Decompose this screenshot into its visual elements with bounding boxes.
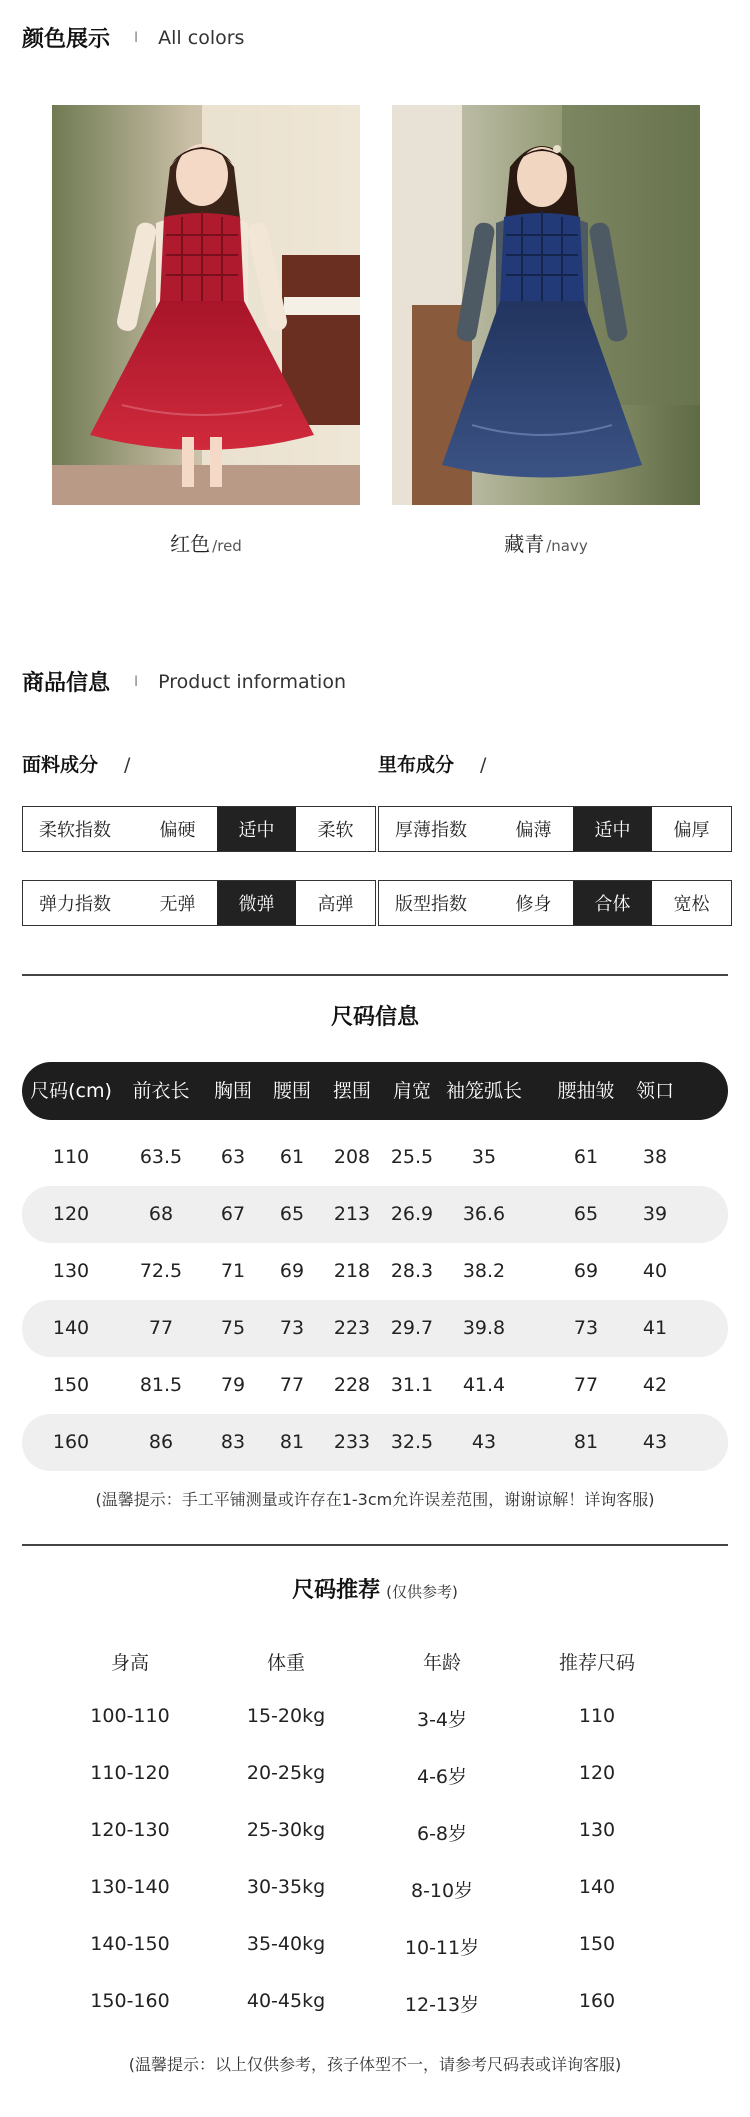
index-option: 偏硬 [159, 820, 196, 841]
table-cell: 31.1 [390, 1374, 434, 1396]
table-cell: 223 [333, 1317, 371, 1339]
table-cell: 69 [279, 1260, 305, 1282]
index-label: 弹力指数 [39, 894, 111, 915]
table-cell: 40 [642, 1260, 668, 1282]
table-cell: 25-30kg [246, 1819, 326, 1841]
table-cell: 120-130 [90, 1819, 170, 1841]
divider-mark: I [134, 673, 139, 690]
table-cell: 36.6 [462, 1203, 506, 1225]
size-column-header: 领口 [635, 1080, 675, 1102]
product-section-header [22, 666, 346, 697]
table-cell: 61 [573, 1146, 599, 1168]
size-column-header: 腰围 [272, 1080, 312, 1102]
recommend-column-header: 体重 [266, 1652, 306, 1674]
table-row [22, 1129, 728, 1186]
table-cell: 140 [52, 1317, 90, 1339]
table-cell: 71 [220, 1260, 246, 1282]
index-option: 偏薄 [515, 820, 552, 841]
color-name-cn: 藏青 [504, 532, 545, 556]
table-cell: 130-140 [90, 1876, 170, 1898]
table-cell: 140-150 [90, 1933, 170, 1955]
section-title-en: All colors [158, 26, 245, 49]
divider-line [22, 1544, 728, 1546]
table-cell: 3-4岁 [416, 1709, 468, 1731]
size-column-header: 前衣长 [132, 1080, 190, 1102]
table-cell: 41.4 [462, 1374, 506, 1396]
size-recommend-title [0, 1573, 750, 1604]
divider-line [22, 974, 728, 976]
recommend-column-header: 推荐尺码 [558, 1652, 636, 1674]
table-cell: 81 [573, 1431, 599, 1453]
table-cell: 228 [333, 1374, 371, 1396]
table-cell: 110 [578, 1705, 616, 1727]
index-row [22, 806, 376, 852]
table-row [22, 1300, 728, 1357]
table-cell: 65 [279, 1203, 305, 1225]
recommend-note: (温馨提示：以上仅供参考，孩子体型不一，请参考尺码表或详询客服) [128, 2055, 622, 2074]
red-dress-photo [52, 105, 360, 505]
recommend-subtitle: (仅供参考) [386, 1583, 458, 1601]
fabric-composition-label: 面料成分 [22, 754, 99, 776]
table-row [22, 1414, 728, 1471]
table-cell: 63.5 [139, 1146, 183, 1168]
table-cell: 38 [642, 1146, 668, 1168]
fabric-composition-slash: / [124, 754, 131, 776]
table-cell: 25.5 [390, 1146, 434, 1168]
table-row [22, 1186, 728, 1243]
table-cell: 75 [220, 1317, 246, 1339]
table-cell: 28.3 [390, 1260, 434, 1282]
color-name-en: /red [212, 537, 242, 555]
index-label: 厚薄指数 [395, 820, 467, 841]
index-option-selected: 适中 [573, 807, 652, 851]
table-cell: 29.7 [390, 1317, 434, 1339]
size-info-title: 尺码信息 [330, 1005, 419, 1030]
table-cell: 160 [52, 1431, 90, 1453]
size-column-header: 肩宽 [392, 1080, 432, 1102]
index-option: 柔软 [317, 820, 354, 841]
table-cell: 130 [578, 1819, 616, 1841]
table-cell: 77 [148, 1317, 174, 1339]
section-title-cn: 颜色展示 [22, 27, 111, 52]
table-cell: 100-110 [90, 1705, 170, 1727]
table-cell: 40-45kg [246, 1990, 326, 2012]
table-cell: 43 [642, 1431, 668, 1453]
index-option: 高弹 [317, 894, 354, 915]
table-cell: 83 [220, 1431, 246, 1453]
table-cell: 120 [578, 1762, 616, 1784]
table-cell: 8-10岁 [410, 1880, 474, 1902]
table-cell: 39.8 [462, 1317, 506, 1339]
size-column-header: 摆围 [332, 1080, 372, 1102]
index-label: 版型指数 [395, 894, 467, 915]
table-cell: 208 [333, 1146, 371, 1168]
table-cell: 30-35kg [246, 1876, 326, 1898]
index-row [22, 880, 376, 926]
table-cell: 130 [52, 1260, 90, 1282]
size-note: (温馨提示：手工平铺测量或许存在1-3cm允许误差范围，谢谢谅解！详询客服) [95, 1490, 655, 1509]
table-cell: 35 [471, 1146, 497, 1168]
recommend-column-header: 身高 [110, 1652, 150, 1674]
table-cell: 79 [220, 1374, 246, 1396]
color-name-cn: 红色 [170, 532, 211, 556]
table-cell: 4-6岁 [416, 1766, 468, 1788]
table-cell: 218 [333, 1260, 371, 1282]
color-caption-red [52, 528, 360, 557]
table-cell: 110-120 [90, 1762, 170, 1784]
size-column-header: 腰抽皱 [557, 1080, 615, 1102]
table-cell: 150-160 [90, 1990, 170, 2012]
size-column-header: 尺码(cm) [30, 1080, 112, 1102]
recommend-column-header: 年龄 [422, 1652, 462, 1674]
colors-section-header [22, 22, 244, 53]
section-title-en: Product information [158, 670, 346, 693]
table-cell: 38.2 [462, 1260, 506, 1282]
index-row [378, 880, 732, 926]
table-cell: 42 [642, 1374, 668, 1396]
index-option-selected: 微弹 [217, 881, 296, 925]
table-cell: 63 [220, 1146, 246, 1168]
recommend-title-text: 尺码推荐 [292, 1578, 381, 1603]
table-cell: 77 [279, 1374, 305, 1396]
table-cell: 160 [578, 1990, 616, 2012]
lining-composition-title [378, 750, 486, 777]
table-cell: 15-20kg [246, 1705, 326, 1727]
table-cell: 68 [148, 1203, 174, 1225]
index-label: 柔软指数 [39, 820, 111, 841]
table-cell: 32.5 [390, 1431, 434, 1453]
table-cell: 233 [333, 1431, 371, 1453]
table-cell: 73 [279, 1317, 305, 1339]
lining-composition-label: 里布成分 [378, 754, 455, 776]
table-cell: 81.5 [139, 1374, 183, 1396]
index-option: 修身 [515, 894, 552, 915]
table-cell: 213 [333, 1203, 371, 1225]
table-cell: 10-11岁 [404, 1937, 480, 1959]
table-cell: 67 [220, 1203, 246, 1225]
index-row [378, 806, 732, 852]
fabric-composition-title [22, 750, 130, 777]
table-cell: 69 [573, 1260, 599, 1282]
table-cell: 43 [471, 1431, 497, 1453]
index-option: 无弹 [159, 894, 196, 915]
index-option: 宽松 [673, 894, 710, 915]
index-option-selected: 合体 [573, 881, 652, 925]
section-title-cn: 商品信息 [22, 671, 111, 696]
table-cell: 86 [148, 1431, 174, 1453]
lining-composition-slash: / [480, 754, 487, 776]
index-option-selected: 适中 [217, 807, 296, 851]
table-cell: 77 [573, 1374, 599, 1396]
table-cell: 150 [578, 1933, 616, 1955]
table-cell: 110 [52, 1146, 90, 1168]
table-cell: 81 [279, 1431, 305, 1453]
size-column-header: 袖笼弧长 [445, 1080, 523, 1102]
table-cell: 26.9 [390, 1203, 434, 1225]
table-cell: 150 [52, 1374, 90, 1396]
size-table-header [22, 1062, 728, 1120]
divider-mark: I [134, 29, 139, 46]
table-cell: 140 [578, 1876, 616, 1898]
navy-dress-photo [392, 105, 700, 505]
color-caption-navy [392, 528, 700, 557]
table-cell: 120 [52, 1203, 90, 1225]
table-cell: 65 [573, 1203, 599, 1225]
index-option: 偏厚 [673, 820, 710, 841]
size-column-header: 胸围 [213, 1080, 253, 1102]
table-cell: 39 [642, 1203, 668, 1225]
color-name-en: /navy [546, 537, 588, 555]
table-cell: 12-13岁 [404, 1994, 480, 2016]
table-cell: 72.5 [139, 1260, 183, 1282]
table-cell: 20-25kg [246, 1762, 326, 1784]
table-row [22, 1243, 728, 1300]
table-cell: 6-8岁 [416, 1823, 468, 1845]
table-cell: 61 [279, 1146, 305, 1168]
table-cell: 35-40kg [246, 1933, 326, 1955]
table-cell: 41 [642, 1317, 668, 1339]
table-row [22, 1357, 728, 1414]
table-cell: 73 [573, 1317, 599, 1339]
